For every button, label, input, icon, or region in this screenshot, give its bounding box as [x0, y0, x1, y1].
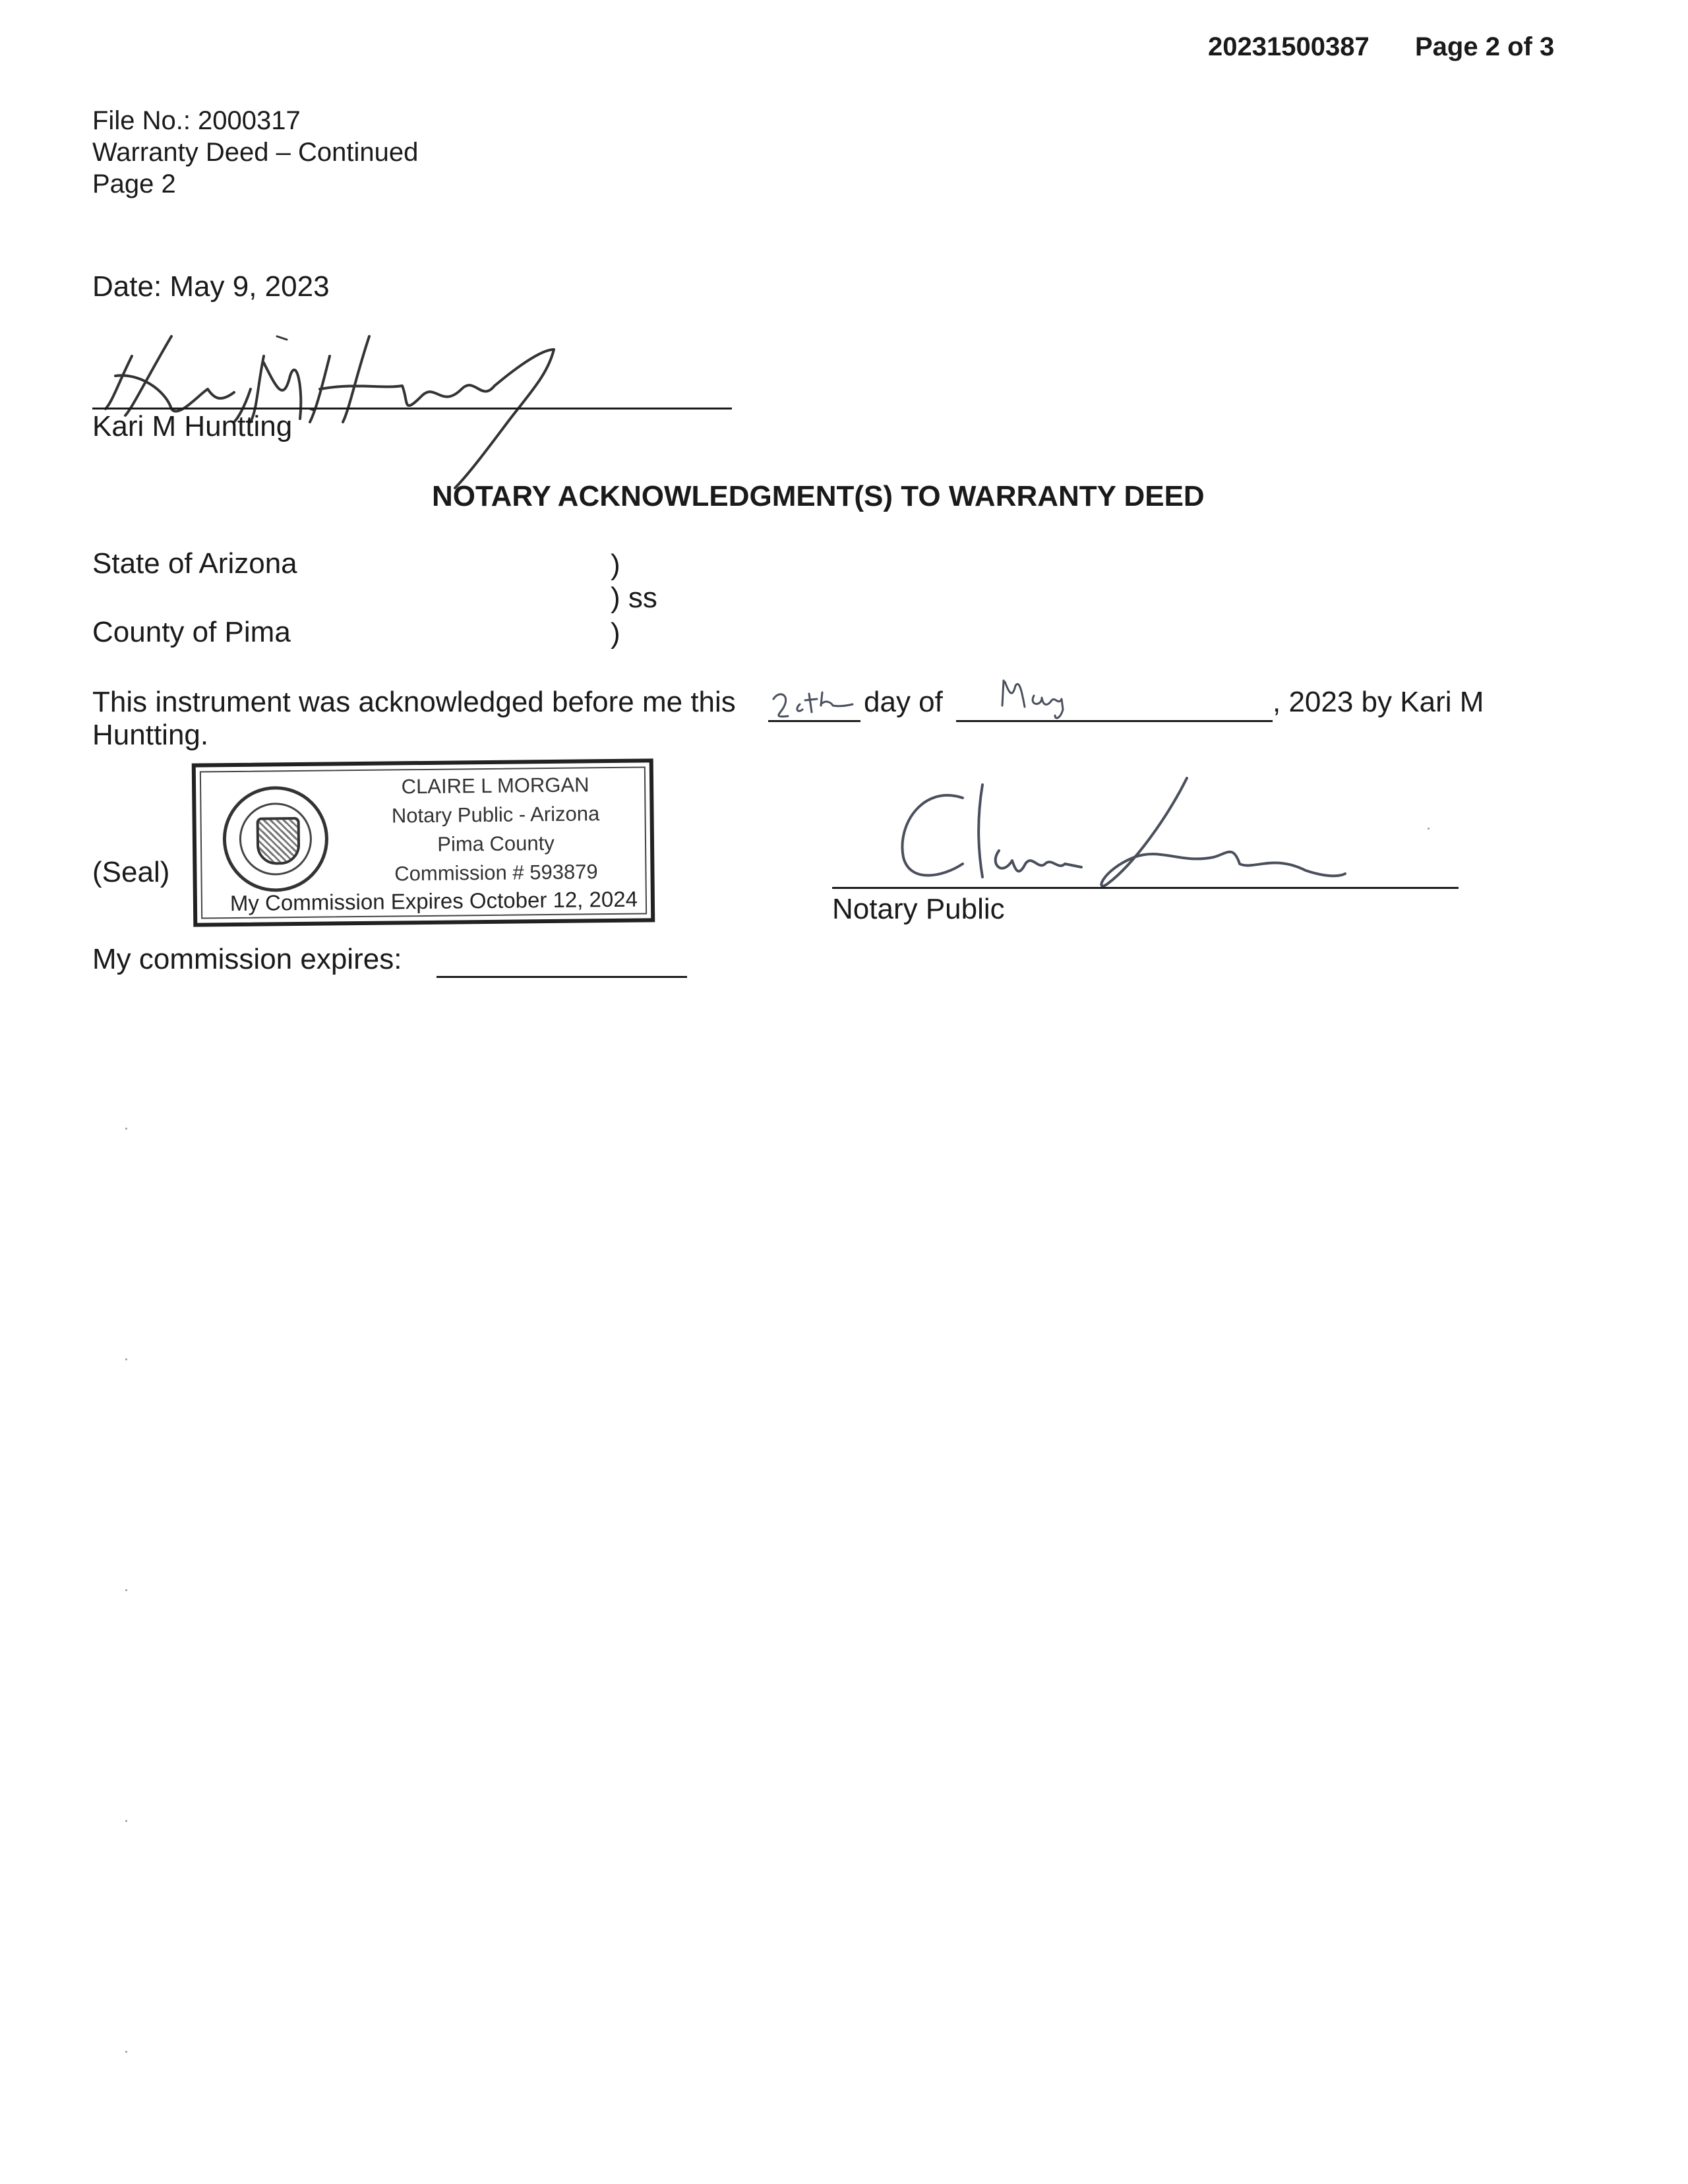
stamp-county: Pima County	[437, 831, 555, 856]
acknowledgment-month-field	[956, 666, 1273, 725]
acknowledgment-text-4: Huntting.	[92, 719, 209, 751]
page-indicator: Page 2 of 3	[1415, 32, 1555, 61]
grantor-signature-line	[92, 408, 732, 410]
notary-public-label: Notary Public	[832, 893, 1005, 925]
notary-stamp	[192, 758, 655, 926]
signing-date: Date: May 9, 2023	[92, 270, 330, 303]
grantor-signature	[92, 310, 593, 495]
scan-speck	[125, 2051, 127, 2053]
scan-speck	[125, 1589, 127, 1591]
commission-expires-label: My commission expires:	[92, 943, 402, 975]
stamp-notary-name: CLAIRE L MORGAN	[401, 773, 589, 799]
page-label: Page 2	[92, 169, 176, 198]
venue-bracket-top: )	[611, 549, 620, 581]
file-number: File No.: 2000317	[92, 106, 301, 135]
scan-speck	[125, 1820, 127, 1822]
venue-state: State of Arizona	[92, 547, 297, 580]
stamp-commission-number: Commission # 593879	[394, 860, 598, 886]
document-title: Warranty Deed – Continued	[92, 138, 419, 167]
venue-ss: ) ss	[611, 582, 657, 614]
month-handwriting	[956, 666, 1273, 725]
venue-bracket-bottom: )	[611, 617, 620, 650]
month-underline	[956, 720, 1273, 722]
scan-speck	[125, 1358, 127, 1360]
notary-signature	[884, 772, 1358, 903]
scan-speck	[1428, 828, 1430, 830]
scan-speck	[125, 1128, 127, 1130]
acknowledgment-day-field	[768, 686, 860, 725]
commission-expires-blank	[437, 976, 687, 978]
stamp-commission-expiry: My Commission Expires October 12, 2024	[229, 886, 638, 916]
venue-county: County of Pima	[92, 616, 291, 648]
stamp-notary-title: Notary Public - Arizona	[391, 802, 600, 828]
notary-signature-line	[832, 887, 1459, 889]
acknowledgment-text-3: , 2023 by Kari M	[1273, 686, 1484, 718]
seal-label: (Seal)	[92, 856, 170, 888]
state-seal-icon	[222, 786, 329, 893]
grantor-name: Kari M Huntting	[92, 410, 293, 442]
acknowledgment-text-1: This instrument was acknowledged before me this	[92, 686, 736, 718]
day-underline	[768, 720, 860, 722]
notary-heading: NOTARY ACKNOWLEDGMENT(S) TO WARRANTY DEED	[432, 480, 1205, 512]
day-handwriting	[768, 686, 860, 725]
acknowledgment-text-2: day of	[864, 686, 943, 718]
document-number: 20231500387	[1208, 32, 1370, 61]
